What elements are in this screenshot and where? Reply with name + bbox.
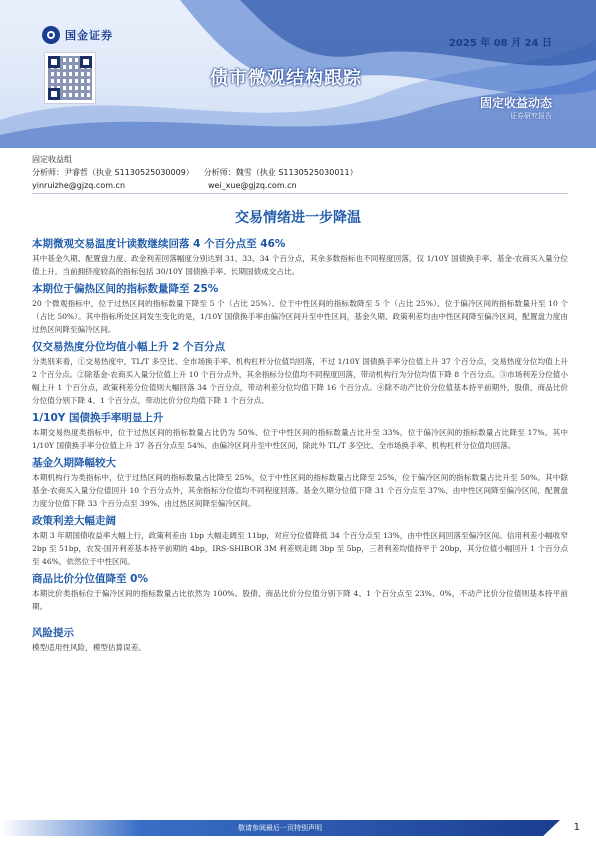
section-heading: 基金久期降幅较大 — [32, 457, 116, 469]
report-body — [32, 234, 568, 657]
header-divider — [32, 193, 568, 194]
section-paragraph: 20 个微观指标中，位于过热区间的指标数量下降至 5 个（占比 25%）、位于中性区间的指标数降至 5 个（占比 25%）、位于偏冷区间的指标数量升至 10 个（占比 50%）。其中指标所处区间发生变化的是，1/10Y 国债换手率由偏冷区间升至中性区间，基金久期、政策利差均由中性区间降至偏冷区间，配置盘力度由过热区间降至偏冷区间。 — [32, 299, 568, 334]
logo-text: 国金证券 — [65, 29, 113, 42]
research-group: 固定收益组 — [32, 155, 72, 164]
analyst-1: 分析师：尹睿哲（执业 S1130525030009） — [32, 168, 194, 177]
risk-heading: 风险提示 — [32, 627, 74, 639]
report-subtype: 证券研究报告 — [510, 112, 552, 120]
disclaimer-note: 敬请参阅最后一页特别声明 — [238, 824, 322, 832]
section-paragraph: 本期 3 年期国债收益率大幅上行，政策利差由 1bp 大幅走阔至 11bp，对应分位值降低 34 个百分点至 13%，由中性区间回落至偏冷区间。信用利差小幅收窄 2bp 至 51bp，农发-国开利差基本持平前期的 4bp，IRS-SHIBOR 3M 利差则走阔 3bp 至 5bp，三者利差均值持平于 20bp，其分位值小幅回升 1 个百分点至 46%，依然位于中性区间。 — [32, 531, 568, 566]
section-heading: 本期位于偏热区间的指标数量降至 25% — [32, 283, 219, 295]
email-row — [32, 179, 572, 192]
section-heading: 仅交易热度分位均值小幅上升 2 个百分点 — [32, 341, 226, 353]
logo-icon — [42, 26, 60, 44]
report-type: 固定收益动态 — [479, 96, 552, 110]
section-heading: 1/10Y 国债换手率明显上升 — [32, 412, 164, 424]
analyst-2: 分析师：魏雪（执业 S1130525030011） — [203, 168, 358, 177]
risk-paragraph: 模型适用性风险，模型估算误差。 — [32, 643, 146, 652]
document-title: 交易情绪进一步降温 — [235, 210, 361, 226]
section-paragraph: 本期机构行为类指标中，位于过热区间的指标数量占比降至 25%，位于中性区间的指标数量占比降至 25%，位于偏冷区间的指标数量占比升至 50%。其中除基金-农商买入量分位值回升 10 个百分点外，其余指标分位值均不同程度回落。基金久期分位值下降 31 个百分点至 37%、由中性区间降至偏冷区间，配置盘力度分位值下降 33 个百分点至 39%、由过热区间降至偏冷区间。 — [32, 473, 568, 508]
email-2[interactable]: wei_xue@gjzq.com.cn — [208, 181, 297, 190]
page-footer — [0, 816, 596, 842]
section-paragraph: 其中基金久期、配置盘力度、政金利差回落幅度分别达到 31、33、34 个百分点，其余多数指标也不同程度回落，仅 1/10Y 国债换手率、基金-农商买入量分位值上升。当前拥挤度较高的指标包括 30/10Y 国债换手率、长期国债成交占比。 — [32, 254, 568, 276]
section-heading: 商品比价分位值降至 0% — [32, 573, 148, 585]
section-paragraph: 本期交易热度类指标中，位于过热区间的指标数量占比仍为 50%、位于中性区间的指标数量占比升至 33%，位于偏冷区间的指标数量占比降至 17%。其中 1/10Y 国债换手率分位值上升 37 各百分点至 54%、由偏冷区间升至中性区间，除此外 TL/T 多空比、全市场换手率、机构杠杆分位值均回落。 — [32, 428, 568, 450]
analyst-block — [32, 153, 572, 192]
brand-logo — [42, 26, 113, 44]
header-banner — [0, 0, 596, 148]
section-heading: 政策利差大幅走阔 — [32, 515, 116, 527]
section-heading: 本期微观交易温度计读数继续回落 4 个百分点至 46% — [32, 238, 286, 250]
report-date: 2025 年 08 月 24 日 — [448, 38, 552, 49]
page-number: 1 — [573, 822, 580, 833]
analyst-row — [32, 166, 572, 179]
section-paragraph: 本期比价类指标位于偏冷区间的指标数量占比依然为 100%。股债、商品比价分位值分别下降 4、1 个百分点至 23%、0%，不动产比价分位值则基本持平前期。 — [32, 589, 568, 611]
email-1[interactable]: yinruizhe@gjzq.com.cn — [32, 181, 126, 190]
report-title: 债市微观结构跟踪 — [210, 68, 362, 89]
section-paragraph: 分类别来看，①交易热度中，TL/T 多空比、全市场换手率、机构杠杆分位值均回落，不过 1/10Y 国债换手率分位值上升 37 个百分点，交易热度分位均值上升 2 个百分点。②除基金-农商买入量分位值上升 10 个百分点外，其余指标分位值均不同程度回落，带动机构行为分位均值下降 8 个百分点。③市场利差分位值小幅上升 1 个百分点，政策利差分位值则大幅回落 34 个百分点，带动利差分位均值下降 16 个百分点。④除不动产比价分位值基本持平前期外，股债、商品比价分位值分别下降 4、1 个百分点，带动比价分位均值下降 1 个百分点。 — [32, 357, 568, 405]
qr-code-icon — [44, 52, 96, 104]
